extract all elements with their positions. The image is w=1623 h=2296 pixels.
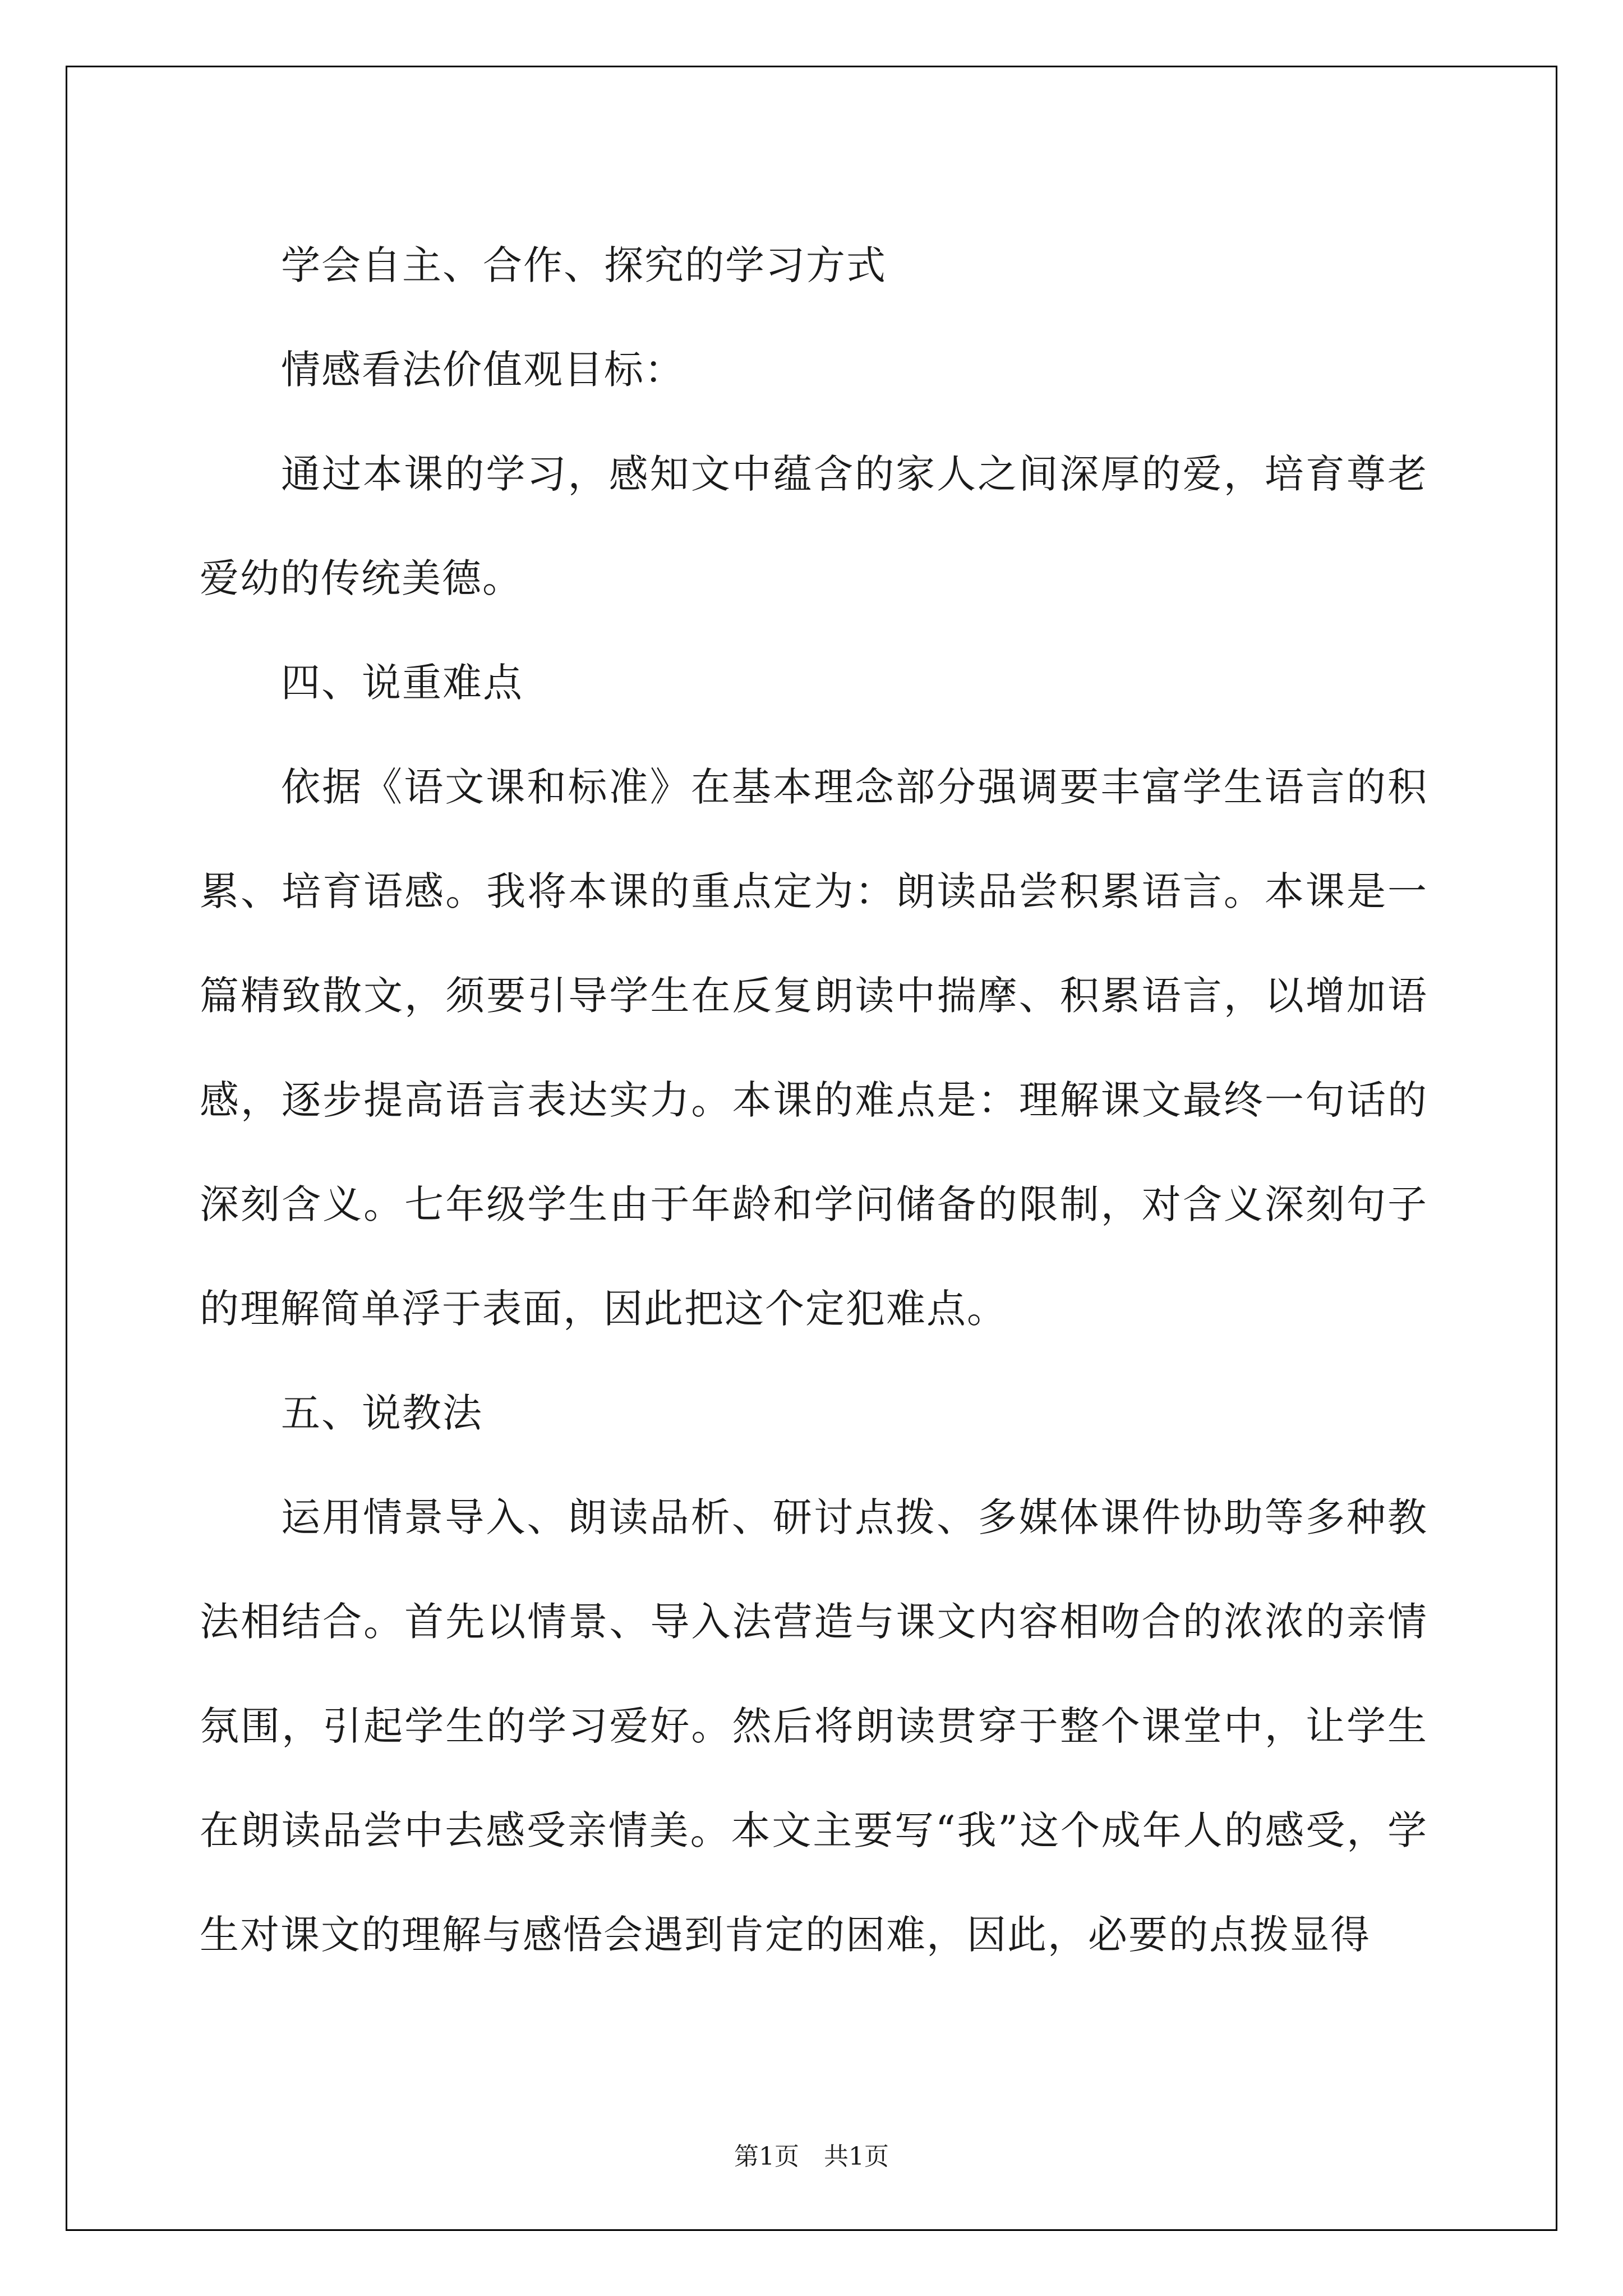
section-heading-key-points: 四、说重难点: [281, 660, 523, 706]
paragraph-emotion-goal: 通过本课的学习，感知文中蕴含的家人之间深厚的爱，培育尊老爱幼的传统美德。: [200, 451, 1428, 601]
document-body: [200, 213, 1428, 1987]
paragraph-key-points: 依据《语文课和标准》在基本理念部分强调要丰富学生语言的积累、培育语感。我将本课的重点定为：朗读品尝积累语言。本课是一篇精致散文，须要引导学生在反复朗读中揣摩、积累语言，以增加语感，逐步提高语言表达实力。本课的难点是：理解课文最终一句话的深刻含义。七年级学生由于年龄和学问储备的限制，对含义深刻句子的理解简单浮于表面，因此把这个定犯难点。: [200, 764, 1428, 1332]
page-footer: 第1页 共1页: [734, 2142, 889, 2171]
paragraph-learning-method: 学会自主、合作、探究的学习方式: [281, 242, 887, 288]
paragraph-emotion-goal-heading: 情感看法价值观目标：: [281, 347, 685, 393]
paragraph-teaching-method: 运用情景导入、朗读品析、研讨点拨、多媒体课件协助等多种教法相结合。首先以情景、导入法营造与课文内容相吻合的浓浓的亲情氛围，引起学生的学习爱好。然后将朗读贯穿于整个课堂中，让学生在朗读品尝中去感受亲情美。本文主要写“我”这个成年人的感受，学生对课文的理解与感悟会遇到肯定的困难，因此，必要的点拨显得: [200, 1494, 1428, 1958]
section-heading-teaching-method: 五、说教法: [281, 1390, 483, 1436]
